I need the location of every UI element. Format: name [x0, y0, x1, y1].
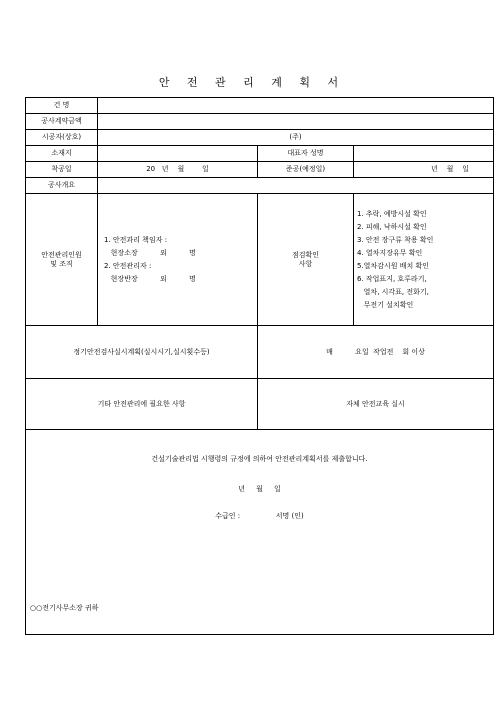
- completion-label: 준공(예정일): [258, 162, 354, 178]
- location-label: 소재지: [26, 146, 98, 162]
- check-item: 열차, 시각표, 전화기,: [357, 287, 429, 296]
- contract-amount-value: [98, 114, 494, 130]
- safety-personnel-label: [26, 194, 98, 326]
- inspection-plan-label: 정기안전검사실시계획(실시시기,실시횟수등): [26, 326, 258, 379]
- start-date-value: 20 년 월 일: [98, 162, 258, 178]
- project-name-value: [98, 98, 494, 114]
- check-item: 1. 추락, 예방시설 확인: [357, 209, 427, 218]
- submission-section: [26, 430, 494, 635]
- addressee: ○○전기사무소장 귀하: [30, 604, 99, 612]
- check-items-label-line1: 점검확인: [291, 250, 320, 259]
- check-items-list: [354, 194, 494, 326]
- check-items-label: [258, 194, 354, 326]
- submission-date: 년 월 일: [238, 485, 281, 493]
- start-date-label: 착공일: [26, 162, 98, 178]
- personnel-line: 1. 안전과리 책임자 :: [104, 235, 168, 244]
- safety-personnel-label-line2: 및 조직: [50, 259, 73, 268]
- contractor-label: 시공자(상호): [26, 130, 98, 146]
- overview-label: 공사개요: [26, 178, 98, 194]
- personnel-line: 현장반장 외 명: [104, 274, 196, 283]
- check-item: 무전기 설치확인: [357, 300, 414, 309]
- safety-plan-form: [25, 97, 494, 635]
- safety-personnel-list: [98, 194, 258, 326]
- personnel-line: 현장소장 외 명: [104, 248, 196, 257]
- contractor-value: (주): [98, 130, 494, 146]
- check-item: 4. 열차지장유무 확인: [357, 248, 423, 257]
- completion-value: 년 월 일: [354, 162, 494, 178]
- check-items-label-line2: 사항: [298, 259, 313, 268]
- contract-amount-label: 공사계약금액: [26, 114, 98, 130]
- representative-label: 대표자 성명: [258, 146, 354, 162]
- other-matters-value: 자체 안전교육 실시: [258, 379, 494, 430]
- check-item: 6. 작업표지, 호루라기,: [357, 274, 427, 283]
- personnel-line: 2. 안전관리자 :: [104, 261, 152, 270]
- location-value: [98, 146, 258, 162]
- submission-statement: 건설기술관리법 시행령의 규정에 의하여 안전관리계획서를 제출합니다.: [151, 455, 368, 463]
- check-item: 5.열차감시원 배치 확인: [357, 261, 429, 270]
- check-item: 3. 안전 장구류 착용 확인: [357, 235, 434, 244]
- overview-value: [98, 178, 494, 194]
- representative-value: [354, 146, 494, 162]
- safety-personnel-label-line1: 안전관리인원: [41, 250, 82, 259]
- document-title: 안 전 관 리 계 획 서: [158, 76, 346, 89]
- check-item: 2. 피해, 낙하시설 확인: [357, 222, 427, 231]
- inspection-plan-value: 매 요일 작업전 회 이상: [258, 326, 494, 379]
- project-name-label: 건 명: [26, 98, 98, 114]
- other-matters-label: 기타 안전관리에 필요한 사항: [26, 379, 258, 430]
- signer-line: 수급인 : 서명 (인): [215, 512, 304, 520]
